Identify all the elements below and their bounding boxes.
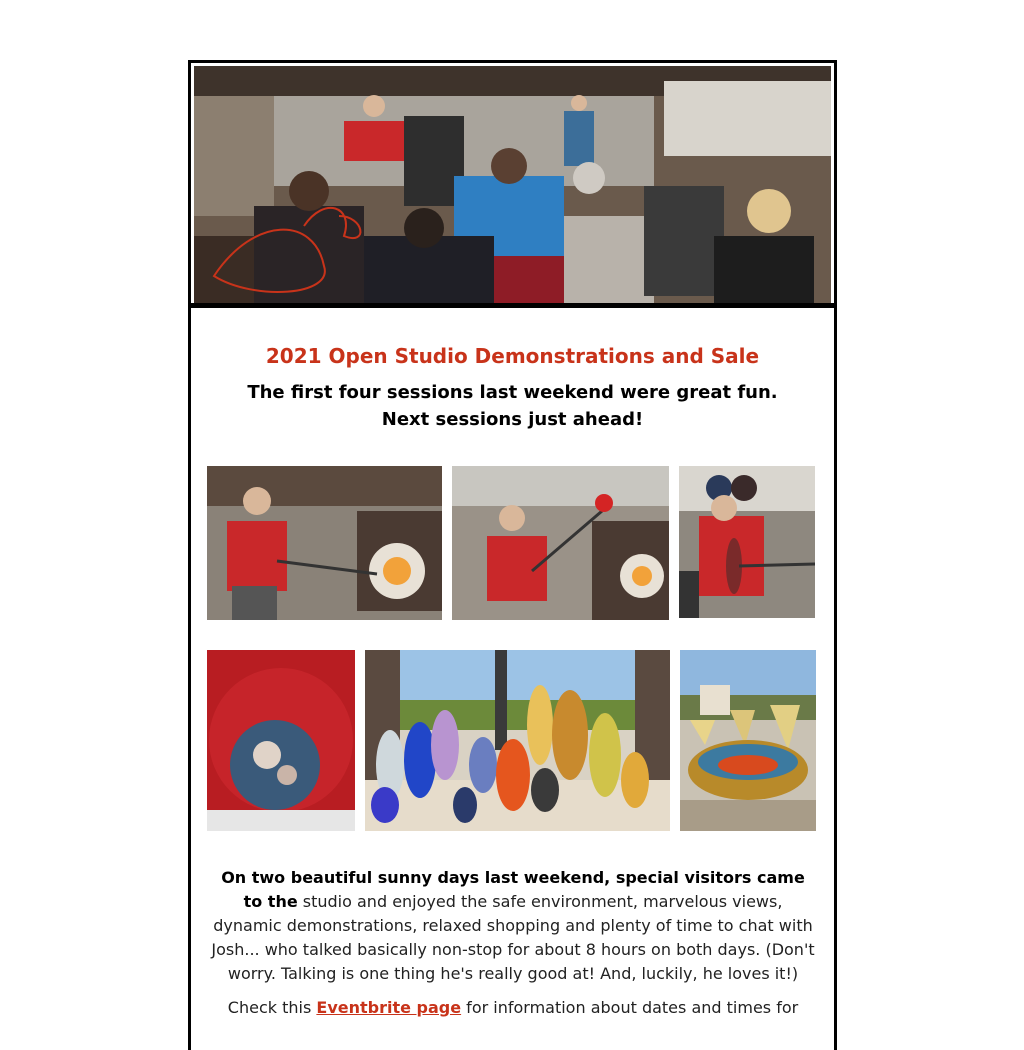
photo-glass-paperweight (207, 650, 355, 831)
photo-glassblower-shaping-illustration (679, 466, 815, 618)
body-rest: studio and enjoyed the safe environment, marvelous views, dynamic demonstrations, relaxed shopping and plenty of time to chat with Josh... who talked basically non-stop for about 8 hours on both days. (Don't worry. Talking is one thing he's really good at! And, luckily, he loves it!) (211, 892, 815, 983)
eventbrite-link[interactable]: Eventbrite page (316, 998, 462, 1017)
body-paragraph-1 (211, 866, 815, 986)
photo-colorful-vases (365, 650, 670, 831)
photo-glassblower-furnace-illustration (207, 466, 442, 620)
cta-suffix: for information about dates and times for (461, 998, 799, 1017)
hero-photo-illustration (194, 66, 831, 303)
newsletter-frame (188, 60, 837, 1050)
subtitle-line-1: The first four sessions last weekend were great fun. (247, 382, 778, 403)
photo-glassblower-furnace (207, 466, 442, 620)
photo-glass-paperweight-illustration (207, 650, 355, 831)
hero-photo-studio-audience (194, 66, 831, 303)
page-subtitle (191, 379, 834, 433)
body-bold-lead: On two beautiful sunny days last weekend, special visitors came to the (221, 868, 805, 911)
photo-colorful-vases-illustration (365, 650, 670, 831)
cta-prefix: Check this (227, 998, 317, 1017)
body-copy (211, 866, 815, 1020)
photo-glassblower-red-pipe-illustration (452, 466, 669, 620)
hero-bottom-border (191, 303, 834, 308)
subtitle-line-2: Next sessions just ahead! (381, 409, 644, 430)
photo-glassblower-shaping (679, 466, 815, 618)
page-title: 2021 Open Studio Demonstrations and Sale (265, 344, 760, 368)
photo-glass-bowl-goblets (680, 650, 816, 831)
body-paragraph-2 (211, 996, 815, 1020)
photo-glassblower-red-pipe (452, 466, 669, 620)
photo-glass-bowl-goblets-illustration (680, 650, 816, 831)
